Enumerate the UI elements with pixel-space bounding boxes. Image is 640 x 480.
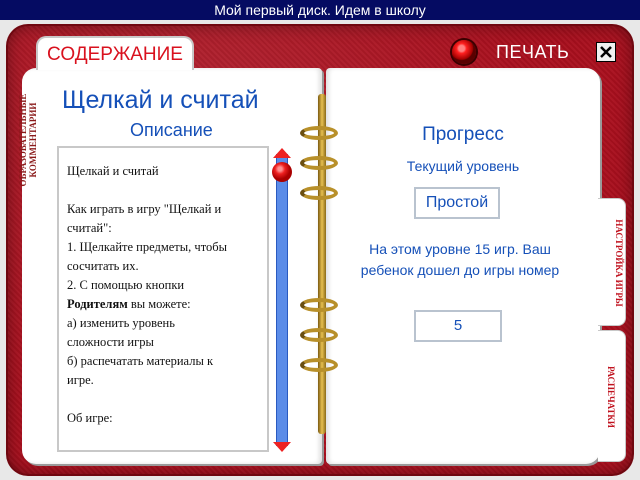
print-button[interactable] [452, 38, 569, 66]
contents-tab[interactable] [36, 36, 194, 70]
close-icon [599, 45, 613, 59]
close-button[interactable] [596, 42, 616, 62]
game-number-value: 5 [414, 310, 502, 342]
binder-ring [300, 358, 338, 372]
description-box[interactable] [57, 146, 269, 452]
printouts-tab-label: РАСПЕЧАТКИ [606, 366, 616, 428]
window-title-bar [0, 0, 640, 20]
game-settings-tab-label: НАСТРОЙКА ИГРЫ [614, 219, 624, 307]
printouts-tab[interactable] [598, 330, 626, 462]
binder-ring [300, 186, 338, 200]
current-level-value[interactable]: Простой [414, 187, 500, 219]
educational-comments-label: ОБРАЗОВАТЕЛЬНЫЕ КОММЕНТАРИИ [18, 93, 38, 187]
red-button-icon [452, 40, 476, 64]
current-level-label: Текущий уровень [406, 158, 520, 174]
progress-heading: Прогресс [422, 124, 504, 145]
binder-ring [300, 298, 338, 312]
parents-link: Родителям [67, 297, 128, 311]
progress-info-text: На этом уровне 15 игр. Ваш ребенок дошел до игры номер [360, 241, 560, 278]
binder-ring [300, 328, 338, 342]
scroll-thumb[interactable] [272, 162, 292, 182]
description-text: Щелкай и считай Как играть в игру "Щелкай и считай": 1. Щелкайте предметы, чтобы сосчитать их. 2. С помощью кнопки Родителям вы можете: а) изменить уровень сложности игры б) распечатать материалы к игре. Об игре: [67, 164, 227, 425]
educational-comments-tab[interactable] [18, 90, 46, 190]
contents-tab-label: СОДЕРЖАНИЕ [47, 44, 183, 65]
scroll-down-arrow-icon[interactable] [273, 442, 291, 452]
window-title: Мой первый диск. Идем в школу [214, 2, 426, 18]
print-label: ПЕЧАТЬ [496, 41, 570, 62]
description-scrollbar[interactable] [272, 148, 292, 452]
scroll-up-arrow-icon[interactable] [273, 148, 291, 158]
game-settings-tab[interactable] [598, 198, 626, 326]
game-title: Щелкай и считай [62, 86, 259, 114]
description-heading: Описание [130, 120, 213, 140]
scroll-track[interactable] [276, 154, 288, 446]
